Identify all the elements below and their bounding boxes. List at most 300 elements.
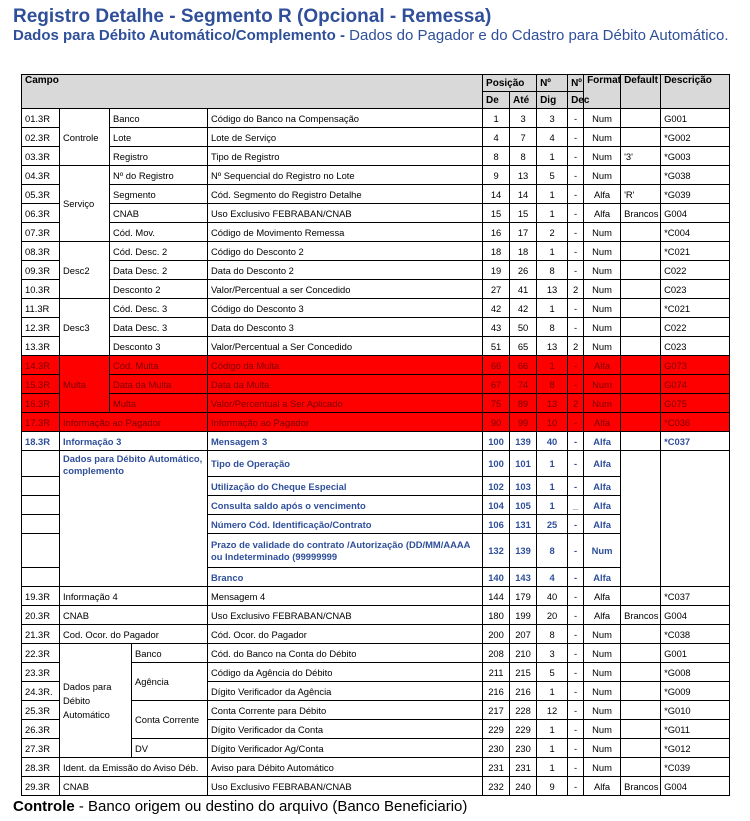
digits: 1 — [537, 496, 568, 515]
note-text: - Banco origem ou destino do arquivo (Banco Beneficiario) — [74, 798, 468, 815]
default-value — [621, 720, 661, 739]
field-description: Tipo de Operação — [208, 451, 483, 477]
default-value: 'R' — [621, 185, 661, 204]
field-name: CNAB — [60, 777, 208, 796]
field-name: Nº do Registro — [110, 166, 208, 185]
decimals: - — [568, 299, 584, 318]
position-end: 14 — [510, 185, 537, 204]
header-format: Format — [584, 75, 621, 109]
description-ref: *G038 — [661, 166, 730, 185]
digits: 1 — [537, 147, 568, 166]
table-row — [22, 644, 730, 663]
field-description: Valor/Percentual a Ser Concedido — [208, 337, 483, 356]
decimals: - — [568, 432, 584, 451]
page-subtitle — [13, 28, 733, 43]
decimals: 2 — [568, 337, 584, 356]
field-code: 27.3R — [22, 739, 60, 758]
position-end: 131 — [510, 515, 537, 534]
position-start: 102 — [483, 477, 510, 496]
digits: 1 — [537, 204, 568, 223]
note-bold: Controle — [13, 798, 75, 815]
digits: 1 — [537, 758, 568, 777]
group-desc3: Desc3 — [60, 299, 110, 356]
field-description: Branco — [208, 568, 483, 587]
decimals: - — [568, 682, 584, 701]
field-code: 16.3R — [22, 394, 60, 413]
default-value — [621, 261, 661, 280]
format: Num — [584, 375, 621, 394]
digits: 8 — [537, 625, 568, 644]
group-servico: Serviço — [60, 166, 110, 242]
position-end: 74 — [510, 375, 537, 394]
digits: 13 — [537, 337, 568, 356]
position-start: 211 — [483, 663, 510, 682]
field-code: 17.3R — [22, 413, 60, 432]
default-value — [621, 356, 661, 375]
table-row — [22, 375, 730, 394]
position-end: 50 — [510, 318, 537, 337]
table-row — [22, 356, 730, 375]
position-end: 13 — [510, 166, 537, 185]
field-description: Mensagem 4 — [208, 587, 483, 606]
digits: 20 — [537, 606, 568, 625]
description-ref: *G012 — [661, 739, 730, 758]
format: Num — [584, 682, 621, 701]
decimals: - — [568, 701, 584, 720]
field-description: Código do Banco na Compensação — [208, 109, 483, 128]
field-code: 11.3R — [22, 299, 60, 318]
header-n: Nº — [537, 75, 568, 92]
table-row — [22, 432, 730, 451]
format: Num — [584, 318, 621, 337]
field-description: Tipo de Registro — [208, 147, 483, 166]
default-value — [621, 451, 661, 587]
format: Num — [584, 337, 621, 356]
subtitle-bold: Dados para Débito Automático/Complemento - — [13, 27, 345, 44]
decimals: - — [568, 568, 584, 587]
field-name: Lote — [110, 128, 208, 147]
digits: 1 — [537, 477, 568, 496]
default-value — [621, 299, 661, 318]
format: Alfa — [584, 477, 621, 496]
format: Num — [584, 128, 621, 147]
decimals: - — [568, 261, 584, 280]
position-end: 199 — [510, 606, 537, 625]
position-start: 42 — [483, 299, 510, 318]
position-start: 14 — [483, 185, 510, 204]
table-row — [22, 451, 730, 477]
field-description: Código do Desconto 2 — [208, 242, 483, 261]
segment-table — [21, 74, 730, 796]
description-ref: G004 — [661, 606, 730, 625]
field-code: 21.3R — [22, 625, 60, 644]
decimals: - — [568, 147, 584, 166]
field-code: 12.3R — [22, 318, 60, 337]
table-row — [22, 242, 730, 261]
digits: 40 — [537, 587, 568, 606]
format: Num — [584, 166, 621, 185]
description-ref: *G011 — [661, 720, 730, 739]
format: Num — [584, 280, 621, 299]
position-end: 66 — [510, 356, 537, 375]
position-end: 228 — [510, 701, 537, 720]
default-value — [621, 318, 661, 337]
format: Num — [584, 644, 621, 663]
field-description: Cód. Segmento do Registro Detalhe — [208, 185, 483, 204]
digits: 5 — [537, 166, 568, 185]
table-row — [22, 758, 730, 777]
header-descricao: Descrição — [661, 75, 730, 109]
format: Alfa — [584, 413, 621, 432]
digits: 3 — [537, 109, 568, 128]
field-description: Valor/Percentual a ser Concedido — [208, 280, 483, 299]
position-start: 18 — [483, 242, 510, 261]
field-code: 19.3R — [22, 587, 60, 606]
default-value — [621, 758, 661, 777]
table-row — [22, 223, 730, 242]
format: Num — [584, 720, 621, 739]
description-ref: G074 — [661, 375, 730, 394]
digits: 1 — [537, 356, 568, 375]
field-code: 18.3R — [22, 432, 60, 451]
table-row — [22, 147, 730, 166]
position-end: 231 — [510, 758, 537, 777]
field-name: Multa — [110, 394, 208, 413]
default-value — [621, 242, 661, 261]
digits: 10 — [537, 413, 568, 432]
group-controle: Controle — [60, 109, 110, 166]
description-ref: *G008 — [661, 663, 730, 682]
description-ref: *C036 — [661, 413, 730, 432]
position-start: 43 — [483, 318, 510, 337]
table-row — [22, 413, 730, 432]
field-description: Aviso para Débito Automático — [208, 758, 483, 777]
position-start: 104 — [483, 496, 510, 515]
default-value — [621, 223, 661, 242]
header-dec-n: Nº — [568, 75, 584, 92]
field-name: Informação ao Pagador — [60, 413, 208, 432]
field-description: Uso Exclusivo FEBRABAN/CNAB — [208, 204, 483, 223]
page-title: Registro Detalhe - Segmento R (Opcional - Remessa) — [13, 6, 492, 27]
default-value — [621, 432, 661, 451]
group-multa: Multa — [60, 356, 110, 413]
table-row — [22, 280, 730, 299]
field-code: 23.3R — [22, 663, 60, 682]
default-value — [621, 375, 661, 394]
field-name: Cod. Ocor. do Pagador — [60, 625, 208, 644]
description-ref: G004 — [661, 204, 730, 223]
digits: 4 — [537, 128, 568, 147]
position-end: 229 — [510, 720, 537, 739]
decimals: - — [568, 534, 584, 568]
field-name: Data Desc. 2 — [110, 261, 208, 280]
field-name: Cód. Desc. 2 — [110, 242, 208, 261]
description-ref: C023 — [661, 337, 730, 356]
decimals: - — [568, 128, 584, 147]
format: Alfa — [584, 496, 621, 515]
table-row — [22, 75, 730, 92]
field-name: Desconto 3 — [110, 337, 208, 356]
group-dados-debito: Dados para Débito Automático — [60, 644, 132, 758]
default-value — [621, 644, 661, 663]
default-value — [621, 739, 661, 758]
table-row — [22, 337, 730, 356]
digits: 1 — [537, 242, 568, 261]
description-ref: *G009 — [661, 682, 730, 701]
sub-dv: DV — [132, 739, 208, 758]
field-description: Utilização do Cheque Especial — [208, 477, 483, 496]
field-name: Banco — [110, 109, 208, 128]
position-start: 180 — [483, 606, 510, 625]
header-campo: Campo — [22, 75, 483, 109]
position-start: 106 — [483, 515, 510, 534]
table-row — [22, 606, 730, 625]
position-start: 100 — [483, 451, 510, 477]
digits: 8 — [537, 318, 568, 337]
decimals: - — [568, 644, 584, 663]
format: Num — [584, 534, 621, 568]
field-name: Cód. Desc. 3 — [110, 299, 208, 318]
decimals: - — [568, 739, 584, 758]
field-code: 13.3R — [22, 337, 60, 356]
field-code: 08.3R — [22, 242, 60, 261]
description-ref: *C039 — [661, 758, 730, 777]
decimals: _ — [568, 496, 584, 515]
position-end: 216 — [510, 682, 537, 701]
position-end: 143 — [510, 568, 537, 587]
table-row — [22, 299, 730, 318]
field-name: CNAB — [60, 606, 208, 625]
field-description: Prazo de validade do contrato /Autorização (DD/MM/AAAA ou Indeterminado (99999999 — [208, 534, 483, 568]
header-de: De — [483, 92, 510, 109]
position-end: 240 — [510, 777, 537, 796]
format: Alfa — [584, 606, 621, 625]
field-code — [22, 568, 60, 587]
position-start: 90 — [483, 413, 510, 432]
digits: 1 — [537, 739, 568, 758]
table-row — [22, 128, 730, 147]
format: Num — [584, 242, 621, 261]
position-start: 232 — [483, 777, 510, 796]
format: Alfa — [584, 356, 621, 375]
format: Alfa — [584, 185, 621, 204]
field-code: 06.3R — [22, 204, 60, 223]
table-row — [22, 318, 730, 337]
format: Alfa — [584, 587, 621, 606]
field-code: 14.3R — [22, 356, 60, 375]
position-start: 140 — [483, 568, 510, 587]
decimals: - — [568, 720, 584, 739]
description-ref: G001 — [661, 644, 730, 663]
position-start: 208 — [483, 644, 510, 663]
format: Num — [584, 394, 621, 413]
decimals: - — [568, 318, 584, 337]
field-description: Conta Corrente para Débito — [208, 701, 483, 720]
description-ref: *G010 — [661, 701, 730, 720]
field-code: 15.3R — [22, 375, 60, 394]
decimals: - — [568, 356, 584, 375]
field-name: Data Desc. 3 — [110, 318, 208, 337]
format: Num — [584, 663, 621, 682]
position-end: 17 — [510, 223, 537, 242]
description-ref: *G002 — [661, 128, 730, 147]
table-row — [22, 185, 730, 204]
table-row — [22, 166, 730, 185]
position-end: 42 — [510, 299, 537, 318]
decimals: - — [568, 477, 584, 496]
position-start: 231 — [483, 758, 510, 777]
field-description: Uso Exclusivo FEBRABAN/CNAB — [208, 777, 483, 796]
field-code: 24.3R. — [22, 682, 60, 701]
table-row — [22, 204, 730, 223]
decimals: - — [568, 777, 584, 796]
digits: 40 — [537, 432, 568, 451]
format: Num — [584, 299, 621, 318]
description-ref: *G003 — [661, 147, 730, 166]
field-description: Cód. do Banco na Conta do Débito — [208, 644, 483, 663]
field-description: Dígito Verificador da Conta — [208, 720, 483, 739]
position-start: 1 — [483, 109, 510, 128]
field-code: 22.3R — [22, 644, 60, 663]
format: Alfa — [584, 777, 621, 796]
field-description: Informação ao Pagador — [208, 413, 483, 432]
digits: 3 — [537, 644, 568, 663]
digits: 1 — [537, 720, 568, 739]
default-value — [621, 587, 661, 606]
field-description: Número Cód. Identificação/Contrato — [208, 515, 483, 534]
default-value — [621, 682, 661, 701]
position-end: 103 — [510, 477, 537, 496]
default-value: '3' — [621, 147, 661, 166]
field-description: Lote de Serviço — [208, 128, 483, 147]
field-name: Registro — [110, 147, 208, 166]
description-ref: *C037 — [661, 587, 730, 606]
field-description: Data do Desconto 2 — [208, 261, 483, 280]
format: Num — [584, 701, 621, 720]
field-code — [22, 496, 60, 515]
position-start: 216 — [483, 682, 510, 701]
field-description: Código da Agência do Débito — [208, 663, 483, 682]
format: Num — [584, 109, 621, 128]
field-code: 26.3R — [22, 720, 60, 739]
default-value — [621, 280, 661, 299]
digits: 8 — [537, 534, 568, 568]
digits: 1 — [537, 682, 568, 701]
field-code: 10.3R — [22, 280, 60, 299]
decimals: - — [568, 223, 584, 242]
position-start: 229 — [483, 720, 510, 739]
digits: 5 — [537, 663, 568, 682]
sub-conta-corrente: Conta Corrente — [132, 701, 208, 739]
digits: 25 — [537, 515, 568, 534]
field-description: Uso Exclusivo FEBRABAN/CNAB — [208, 606, 483, 625]
decimals: 2 — [568, 394, 584, 413]
default-value: Brancos — [621, 606, 661, 625]
subtitle-text: Dados do Pagador e do Cdastro para Débito Automático. — [349, 27, 729, 44]
group-desc2: Desc2 — [60, 242, 110, 299]
position-end: 8 — [510, 147, 537, 166]
field-description: Código da Multa — [208, 356, 483, 375]
field-code: 09.3R — [22, 261, 60, 280]
field-name: Segmento — [110, 185, 208, 204]
format: Num — [584, 758, 621, 777]
format: Alfa — [584, 568, 621, 587]
format: Num — [584, 739, 621, 758]
field-code: 07.3R — [22, 223, 60, 242]
default-value — [621, 394, 661, 413]
decimals: - — [568, 515, 584, 534]
format: Num — [584, 223, 621, 242]
header-default: Default — [621, 75, 661, 109]
decimals: 2 — [568, 280, 584, 299]
position-start: 217 — [483, 701, 510, 720]
default-value — [621, 413, 661, 432]
digits: 1 — [537, 299, 568, 318]
format: Alfa — [584, 515, 621, 534]
format: Num — [584, 147, 621, 166]
header-dec: Dec — [568, 92, 584, 109]
table-row — [22, 587, 730, 606]
description-ref: G075 — [661, 394, 730, 413]
description-ref: *C037 — [661, 432, 730, 451]
description-ref: G073 — [661, 356, 730, 375]
field-name: Informação 3 — [60, 432, 208, 451]
field-code: 01.3R — [22, 109, 60, 128]
digits: 12 — [537, 701, 568, 720]
header-posicao: Posição — [483, 75, 537, 92]
position-end: 18 — [510, 242, 537, 261]
decimals: - — [568, 375, 584, 394]
description-ref: G001 — [661, 109, 730, 128]
digits: 1 — [537, 451, 568, 477]
description-ref: *C021 — [661, 242, 730, 261]
decimals: - — [568, 166, 584, 185]
decimals: - — [568, 758, 584, 777]
position-start: 200 — [483, 625, 510, 644]
default-value: Brancos — [621, 777, 661, 796]
field-description: Dígito Verificador Ag/Conta — [208, 739, 483, 758]
field-name: Data da Multa — [110, 375, 208, 394]
table-row — [22, 777, 730, 796]
position-end: 139 — [510, 432, 537, 451]
position-start: 4 — [483, 128, 510, 147]
field-code — [22, 515, 60, 534]
position-end: 101 — [510, 451, 537, 477]
digits: 9 — [537, 777, 568, 796]
position-end: 139 — [510, 534, 537, 568]
description-ref: *G039 — [661, 185, 730, 204]
field-code: 02.3R — [22, 128, 60, 147]
description-ref: C023 — [661, 280, 730, 299]
table-row — [22, 394, 730, 413]
footer-note — [13, 798, 467, 815]
group-debito-complemento: Dados para Débito Automático, complemento — [60, 451, 208, 587]
format: Alfa — [584, 432, 621, 451]
decimals: - — [568, 625, 584, 644]
position-start: 144 — [483, 587, 510, 606]
field-code — [22, 477, 60, 496]
description-ref — [661, 451, 730, 587]
default-value — [621, 128, 661, 147]
position-end: 7 — [510, 128, 537, 147]
decimals: - — [568, 413, 584, 432]
format: Alfa — [584, 451, 621, 477]
field-code — [22, 534, 60, 568]
field-description: Dígito Verificador da Agência — [208, 682, 483, 701]
field-description: Valor/Percentual a Ser Aplicado — [208, 394, 483, 413]
decimals: - — [568, 204, 584, 223]
default-value — [621, 625, 661, 644]
